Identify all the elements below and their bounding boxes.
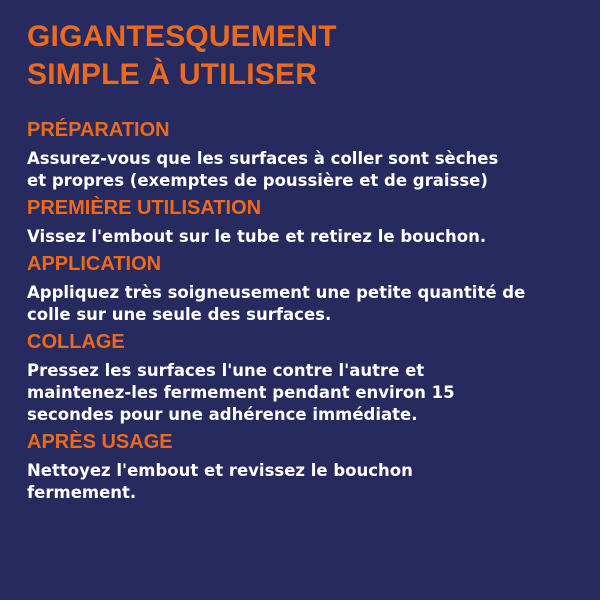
step-text-line: Nettoyez l'embout et revissez le bouchon [27,461,413,480]
step-bonding [27,330,574,426]
step-text-line: secondes pour une adhérence immédiate. [27,405,418,424]
step-heading: PREMIÈRE UTILISATION [27,197,262,219]
step-text-line: colle sur une seule des surfaces. [27,305,332,324]
step-text-line: Pressez les surfaces l'une contre l'autre et [27,361,425,380]
step-text [27,148,574,192]
steps-list [27,118,574,504]
step-text-line: fermement. [27,483,137,502]
step-text-line: maintenez-les fermement pendant environ 15 [27,383,455,402]
step-heading: COLLAGE [27,331,125,353]
step-heading: PRÉPARATION [27,119,170,141]
title-line-1: GIGANTESQUEMENT [27,20,337,53]
step-heading: APPLICATION [27,253,162,275]
step-application [27,252,574,326]
step-text-line: Vissez l'embout sur le tube et retirez le bouchon. [27,227,487,246]
step-text-line: Assurez-vous que les surfaces à coller sont sèches [27,149,499,168]
title-line-2: SIMPLE À UTILISER [27,58,318,91]
step-text [27,460,574,504]
step-heading: APRÈS USAGE [27,431,173,453]
step-text [27,226,574,248]
step-first-use [27,196,574,248]
step-preparation [27,118,574,192]
step-text-line: Appliquez très soigneusement une petite quantité de [27,283,526,302]
step-text [27,360,574,426]
step-text [27,282,574,326]
step-text-line: et propres (exemptes de poussière et de graisse) [27,171,488,190]
step-after-use [27,430,574,504]
page-title [27,18,574,94]
